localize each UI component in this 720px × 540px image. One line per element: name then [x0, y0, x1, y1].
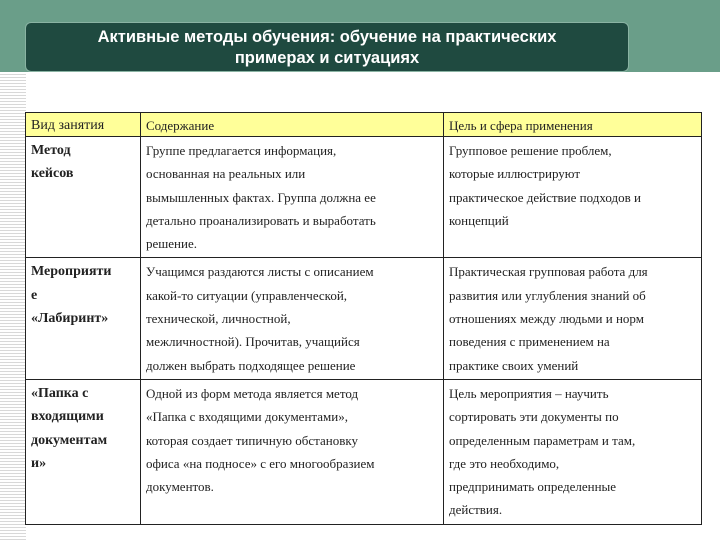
cell-line: детально проанализировать и выработать — [146, 212, 376, 228]
cell-line: сортировать эти документы по — [449, 409, 619, 425]
cell-line: развития или углубления знаний об — [449, 287, 646, 303]
cell-content — [141, 379, 444, 524]
cell-line: офиса «на подносе» с его многообразием — [146, 455, 375, 471]
cell-line: Цель мероприятия – научить — [449, 385, 609, 401]
cell-line: которые иллюстрируют — [449, 166, 581, 182]
cell-line: поведения с применением на — [449, 334, 610, 350]
cell-goal — [444, 258, 702, 379]
cell-line: и» — [31, 455, 47, 471]
table-row — [26, 137, 702, 258]
cell-type — [26, 379, 141, 524]
cell-line: отношениях между людьми и норм — [449, 311, 644, 327]
cell-line: «Лабиринт» — [31, 311, 109, 327]
cell-line: межличностной). Прочитав, учащийся — [146, 334, 360, 350]
cell-goal — [444, 379, 702, 524]
cell-line: где это необходимо, — [449, 455, 560, 471]
cell-line: технической, личностной, — [146, 311, 291, 327]
table-row — [26, 258, 702, 379]
title-line: Активные методы обучения: обучение на практических — [97, 28, 557, 46]
cell-line: концепций — [449, 212, 509, 228]
cell-line: практике своих умений — [449, 357, 579, 373]
decorative-stripes — [0, 72, 26, 540]
cell-line: определенным параметрам и там, — [449, 432, 636, 448]
cell-line: кейсов — [31, 166, 74, 182]
title-line: примерах и ситуациях — [234, 49, 420, 67]
cell-line: е — [31, 287, 38, 303]
cell-line: действия. — [449, 502, 503, 518]
cell-line: документам — [31, 432, 108, 448]
cell-goal — [444, 137, 702, 258]
cell-line: практическое действие подходов и — [449, 189, 641, 205]
cell-line: какой-то ситуации (управленческой, — [146, 287, 348, 303]
cell-line: Групповое решение проблем, — [449, 143, 612, 158]
cell-line: Учащимся раздаются листы с описанием — [146, 264, 374, 280]
cell-content — [141, 137, 444, 258]
cell-line: «Папка с — [31, 385, 89, 401]
header-content: Содержание — [141, 113, 444, 137]
cell-line: предпринимать определенные — [449, 479, 617, 495]
cell-line: «Папка с входящими документами», — [146, 409, 348, 425]
header-type: Вид занятия — [26, 113, 141, 137]
cell-line: должен выбрать подходящее решение — [146, 357, 356, 373]
cell-line: Практическая групповая работа для — [449, 264, 648, 280]
cell-type — [26, 137, 141, 258]
cell-line: Группе предлагается информация, — [146, 143, 337, 158]
methods-table — [25, 112, 702, 525]
cell-line: документов. — [146, 479, 214, 495]
cell-line: вымышленных фактах. Группа должна ее — [146, 189, 376, 205]
cell-line: Мероприяти — [31, 264, 112, 280]
table-header-row — [26, 113, 702, 137]
cell-line: которая создает типичную обстановку — [146, 432, 358, 448]
slide-title — [25, 22, 629, 72]
cell-content — [141, 258, 444, 379]
cell-line: основанная на реальных или — [146, 166, 306, 182]
header-goal: Цель и сфера применения — [444, 113, 702, 137]
cell-line: Метод — [31, 143, 71, 158]
table-row — [26, 379, 702, 524]
cell-line: решение. — [146, 236, 197, 252]
cell-type — [26, 258, 141, 379]
cell-line: Одной из форм метода является метод — [146, 385, 359, 401]
cell-line: входящими — [31, 409, 104, 425]
